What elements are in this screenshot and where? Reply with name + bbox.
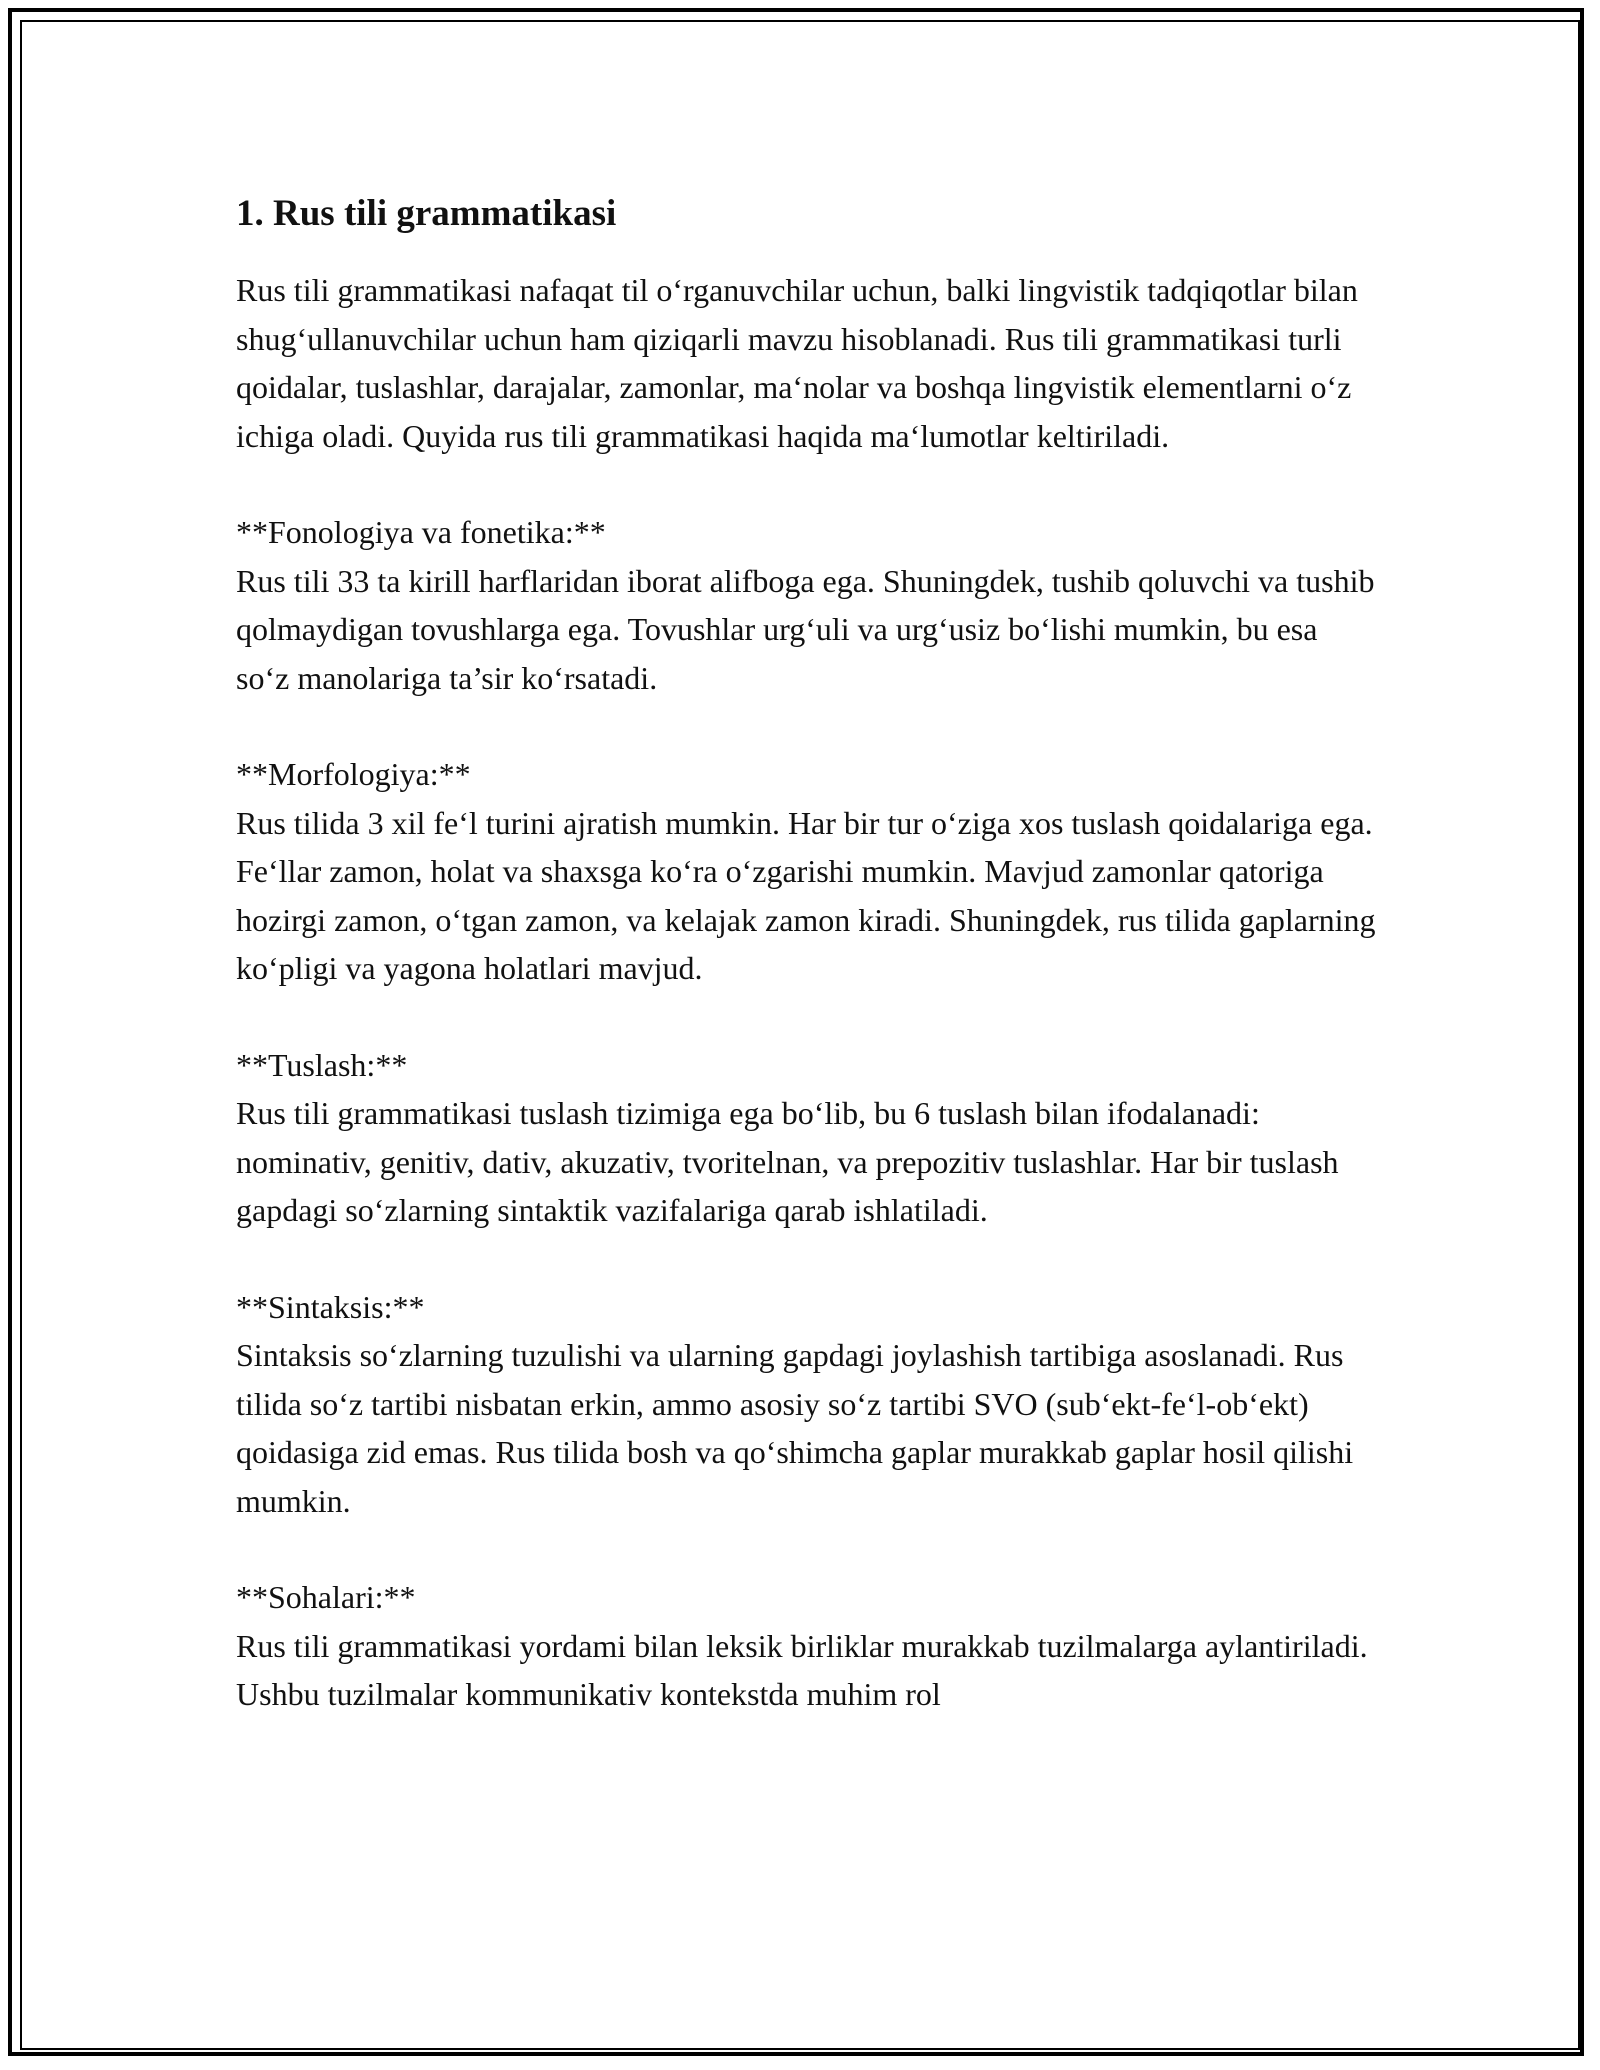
section-fonologiya <box>236 508 1376 702</box>
section-heading: **Sohalari:** <box>236 1579 416 1615</box>
section-paragraph: Rus tili grammatikasi tuslash tizimiga ega bo‘lib, bu 6 tuslash bilan ifodalanadi: nominativ, genitiv, dativ, akuzativ, tvoritelnan, va prepozitiv tuslashlar. Har bir tuslash gapdagi so‘zlarning sintaktik vazifalariga qarab ishlatiladi. <box>236 1095 1339 1228</box>
section-sintaksis <box>236 1283 1376 1526</box>
document-body <box>236 186 1376 1719</box>
section-paragraph: Rus tili grammatikasi yordami bilan leksik birliklar murakkab tuzilmalarga aylantiriladi. Ushbu tuzilmalar kommunikativ kontekstda muhim rol <box>236 1627 1368 1712</box>
section-heading: **Fonologiya va fonetika:** <box>236 514 606 550</box>
intro-paragraph: Rus tili grammatikasi nafaqat til o‘rganuvchilar uchun, balki lingvistik tadqiqotlar bilan shug‘ullanuvchilar uchun ham qiziqarli mavzu hisoblanadi. Rus tili grammatikasi turli qoidalar, tuslashlar, darajalar, zamonlar, ma‘nolar va boshqa lingvistik elementlarni o‘z ichiga oladi. Quyida rus tili grammatikasi haqida ma‘lumotlar keltiriladi. <box>236 272 1358 454</box>
section-heading: **Morfologiya:** <box>236 756 471 792</box>
section-tuslash <box>236 1041 1376 1235</box>
section-paragraph: Rus tili 33 ta kirill harflaridan iborat alifboga ega. Shuningdek, tushib qoluvchi va tushib qolmaydigan tovushlarga ega. Tovushlar urg‘uli va urg‘usiz bo‘lishi mumkin, bu esa so‘z manolariga ta’sir ko‘rsatadi. <box>236 562 1375 696</box>
section-paragraph: Sintaksis so‘zlarning tuzulishi va ularning gapdagi joylashish tartibiga asoslanadi. Rus tilida so‘z tartibi nisbatan erkin, ammo asosiy so‘z tartibi SVO (sub‘ekt-fe‘l-ob‘ekt) qoidasiga zid emas. Rus tilida bosh va qo‘shimcha gaplar murakkab gaplar hosil qilishi mumkin. <box>236 1337 1354 1519</box>
section-paragraph: Rus tilida 3 xil fe‘l turini ajratish mumkin. Har bir tur o‘ziga xos tuslash qoidalariga ega. Fe‘llar zamon, holat va shaxsga ko‘ra o‘zgarishi mumkin. Mavjud zamonlar qatoriga hozirgi zamon, o‘tgan zamon, va kelajak zamon kiradi. Shuningdek, rus tilida gaplarning ko‘pligi va yagona holatlari mavjud. <box>236 804 1376 986</box>
section-morfologiya <box>236 750 1376 993</box>
document-title: 1. Rus tili grammatikasi <box>236 193 617 234</box>
section-heading: **Tuslash:** <box>236 1046 408 1083</box>
section-sohalari <box>236 1573 1376 1719</box>
section-heading: **Sintaksis:** <box>236 1288 425 1325</box>
